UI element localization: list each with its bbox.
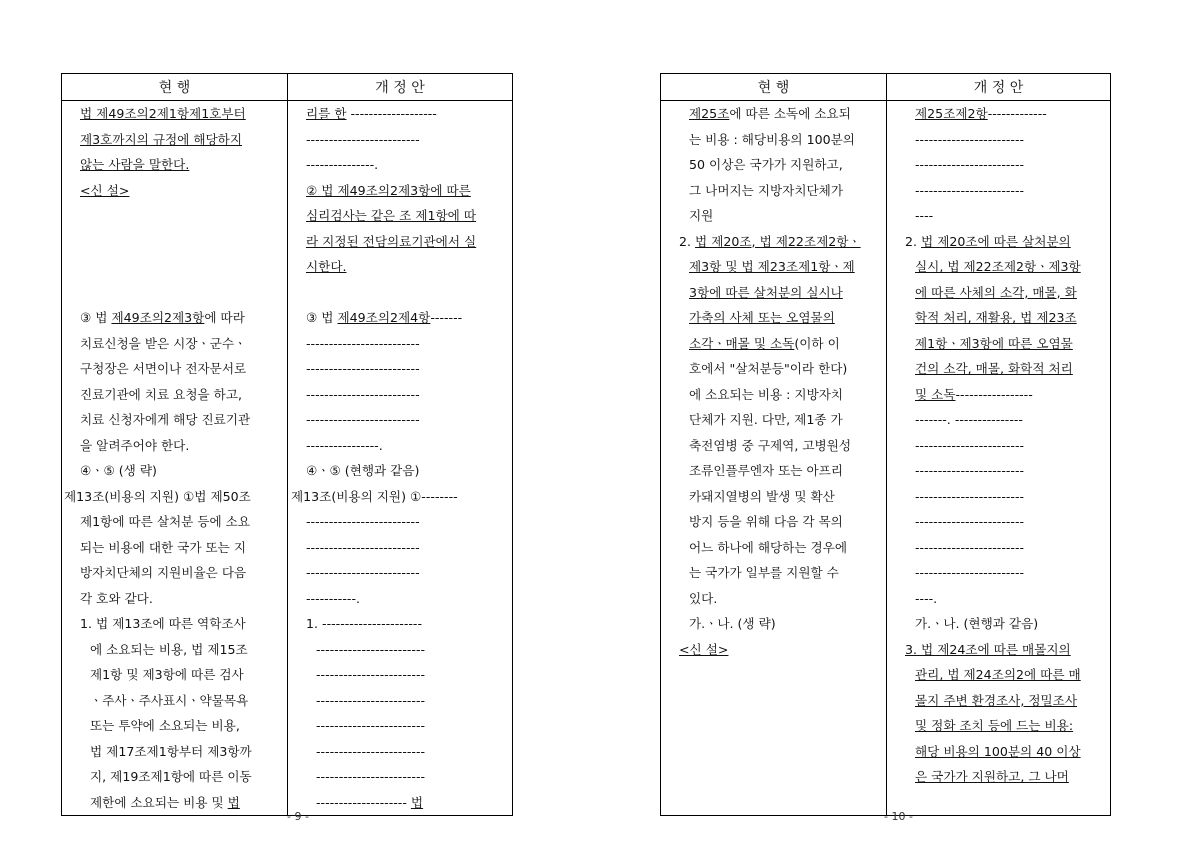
text-line: ------------------------- xyxy=(306,361,420,376)
comparison-table-page-9 xyxy=(61,73,513,816)
header-current: 현 행 xyxy=(62,74,288,101)
text-line: ------------------------- xyxy=(306,131,420,147)
text-line: 에 소요되는 비용, 법 제15조 xyxy=(90,641,248,657)
text-line xyxy=(661,688,886,714)
text-line: ------------------------ xyxy=(915,565,1025,580)
text-line: ------------------------ xyxy=(316,718,426,733)
text-line: 가.ㆍ나. (생 략) xyxy=(689,616,776,631)
text-line: -------. --------------- xyxy=(915,412,1023,427)
text-line: 조류인플루엔자 또는 아프리 xyxy=(689,463,843,478)
text-line: 제13조(비용의 지원) ①법 제50조 xyxy=(64,488,251,504)
text-line xyxy=(62,254,287,280)
text-line: 및 정화 조치 등에 드는 비용: xyxy=(915,718,1074,733)
text-line: ----. xyxy=(915,590,938,606)
text-line: 3항에 따른 살처분의 실시나 xyxy=(689,284,843,300)
text-line: 되는 비용에 대한 국가 또는 지 xyxy=(80,539,247,555)
text-line: ④ㆍ⑤ (현행과 같음) xyxy=(306,463,420,478)
text-line: 심리검사는 같은 조 제1항에 따 xyxy=(306,208,477,223)
text-line: 않는 사람을 말한다. xyxy=(80,157,190,172)
text-line: 축전염병 중 구제역, 고병원성 xyxy=(689,437,851,453)
text-line: 을 알려주어야 한다. xyxy=(80,437,190,453)
text-line: 1. 법 제13조에 따른 역학조사 xyxy=(80,616,246,631)
text-line: ------------------------ xyxy=(915,514,1025,529)
text-line: 치료 신청자에게 해당 진료기관 xyxy=(80,412,251,427)
text-line: ------------------------ xyxy=(915,131,1025,147)
text-line: 가.ㆍ나. (현행과 같음) xyxy=(915,616,1039,631)
text-line xyxy=(661,790,886,816)
text-line: 지원 xyxy=(689,208,714,223)
text-line: 50 이상은 국가가 지원하고, xyxy=(689,157,843,172)
amendment-column xyxy=(288,101,513,816)
text-line: 있다. xyxy=(689,590,718,606)
text-line xyxy=(661,662,886,688)
text-line: ------------------------ xyxy=(316,692,426,708)
text-line xyxy=(661,713,886,739)
text-line: 제1항ㆍ제3항에 따른 오염물 xyxy=(915,335,1073,351)
text-line xyxy=(288,280,512,306)
text-line: 가축의 사체 또는 오염물의 xyxy=(689,310,835,325)
text-line: 그 나머지는 지방자치단체가 xyxy=(689,182,843,198)
text-line: 3. 법 제24조에 따른 매몰지의 xyxy=(905,641,1071,657)
text-line: ------------------------- xyxy=(306,514,420,529)
text-line: ------------------------- xyxy=(306,386,420,402)
text-line: 실시, 법 제22조제2항ㆍ제3항 xyxy=(915,259,1081,274)
text-line: 법 제49조의2제1항제1호부터 xyxy=(80,106,246,121)
text-line: 제25조제2항------------- xyxy=(915,106,1047,121)
text-line: 또는 투약에 소요되는 비용, xyxy=(90,718,240,733)
text-line: 및 소독----------------- xyxy=(915,386,1033,402)
text-line: 는 비용 : 해당비용의 100분의 xyxy=(689,131,855,147)
text-line: 방자치단체의 지원비율은 다음 xyxy=(80,565,247,580)
text-line: 방지 등을 위해 다음 각 목의 xyxy=(689,514,843,529)
text-line: 제25조에 따른 소독에 소요되 xyxy=(689,106,851,121)
text-line: ------------------------ xyxy=(915,157,1025,172)
text-line: ------------------------- xyxy=(306,539,420,555)
text-line: 소각ㆍ매몰 및 소독(이하 이 xyxy=(689,335,840,351)
text-line: ------------------------ xyxy=(316,667,426,682)
text-line: ------------------------ xyxy=(915,463,1025,478)
text-line: ④ㆍ⑤ (생 략) xyxy=(80,463,157,478)
text-line: <신 설> xyxy=(679,641,729,657)
text-line: -----------. xyxy=(306,590,360,606)
text-line: 리를 한 ------------------- xyxy=(306,106,437,121)
text-line: 각 호와 같다. xyxy=(80,590,153,606)
text-line: ------------------------- xyxy=(306,565,420,580)
text-line: 제1항 및 제3항에 따른 검사 xyxy=(90,667,244,682)
text-line: 1. ---------------------- xyxy=(306,616,422,631)
text-line: ------------------------ xyxy=(915,539,1025,555)
text-line: 지, 제19조제1항에 따른 이동 xyxy=(90,769,252,784)
text-line: <신 설> xyxy=(80,182,130,198)
text-line: 제3항 및 법 제23조제1항ㆍ제 xyxy=(689,259,855,274)
text-line: 학적 처리, 재활용, 법 제23조 xyxy=(915,310,1077,325)
text-line: ------------------------- xyxy=(306,412,420,427)
text-line: 는 국가가 일부를 지원할 수 xyxy=(689,565,839,580)
page-number: - 10 - xyxy=(884,810,913,823)
text-line: 몰지 주변 환경조사, 정밀조사 xyxy=(915,692,1077,708)
text-line: ------------------------ xyxy=(316,769,426,784)
text-line: 관리, 법 제24조의2에 따른 매 xyxy=(915,667,1081,682)
text-line: 진료기관에 치료 요청을 하고, xyxy=(80,386,242,402)
text-line: 구청장은 서면이나 전자문서로 xyxy=(80,361,247,376)
current-column xyxy=(661,101,887,816)
comparison-table-page-10 xyxy=(660,73,1111,816)
text-line: 에 소요되는 비용 : 지방자치 xyxy=(689,386,844,402)
text-line: ------------------------ xyxy=(915,182,1025,198)
text-line: ------------------------ xyxy=(915,437,1025,453)
text-line: 건의 소각, 매몰, 화학적 처리 xyxy=(915,361,1073,376)
text-line: 2. 법 제20조, 법 제22조제2항ㆍ xyxy=(679,233,861,249)
text-line: 해당 비용의 100분의 40 이상 xyxy=(915,743,1081,759)
text-line: 2. 법 제20조에 따른 살처분의 xyxy=(905,233,1071,249)
text-line: ㆍ주사ㆍ주사표시ㆍ약물목욕 xyxy=(90,692,249,708)
text-line: 치료신청을 받은 시장ㆍ군수ㆍ xyxy=(80,335,247,351)
text-line: 제한에 소요되는 비용 및 법 xyxy=(90,794,240,810)
text-line: ② 법 제49조의2제3항에 따른 xyxy=(306,182,471,198)
text-line: 시한다. xyxy=(306,259,347,274)
header-amendment: 개 정 안 xyxy=(887,74,1111,101)
text-line: ③ 법 제49조의2제4항------- xyxy=(306,310,463,325)
text-line: ③ 법 제49조의2제3항에 따라 xyxy=(80,310,245,325)
text-line xyxy=(62,280,287,306)
text-line: 제1항에 따른 살처분 등에 소요 xyxy=(80,514,251,529)
text-line: ------------------------- xyxy=(306,335,420,351)
text-line: ----------------. xyxy=(306,437,383,453)
text-line: 제3호까지의 규정에 해당하지 xyxy=(80,131,243,147)
text-line xyxy=(661,764,886,790)
header-amendment: 개 정 안 xyxy=(288,74,513,101)
text-line: ---- xyxy=(915,208,934,223)
current-column xyxy=(62,101,288,816)
text-line: -------------------- 법 xyxy=(316,794,424,810)
text-line: 어느 하나에 해당하는 경우에 xyxy=(689,539,847,555)
header-current: 현 행 xyxy=(661,74,887,101)
text-line: 은 국가가 지원하고, 그 나머 xyxy=(915,769,1069,784)
text-line xyxy=(661,739,886,765)
text-line: ------------------------ xyxy=(316,743,426,759)
text-line: ------------------------ xyxy=(316,641,426,657)
text-line: 라 지정된 전담의료기관에서 실 xyxy=(306,233,477,249)
text-line: 에 따른 사체의 소각, 매몰, 화 xyxy=(915,284,1077,300)
text-line: ------------------------ xyxy=(915,488,1025,504)
text-line: 카돼지열병의 발생 및 확산 xyxy=(689,488,835,504)
amendment-column xyxy=(887,101,1111,816)
text-line xyxy=(62,229,287,255)
text-line xyxy=(62,203,287,229)
text-line: 법 제17조제1항부터 제3항까 xyxy=(90,743,252,759)
text-line: 단체가 지원. 다만, 제1종 가 xyxy=(689,412,843,427)
page-number: - 9 - xyxy=(287,810,309,823)
text-line: ---------------. xyxy=(306,157,379,172)
text-line: 제13조(비용의 지원) ①-------- xyxy=(291,488,458,504)
text-line: 호에서 "살처분등"이라 한다) xyxy=(689,361,848,376)
